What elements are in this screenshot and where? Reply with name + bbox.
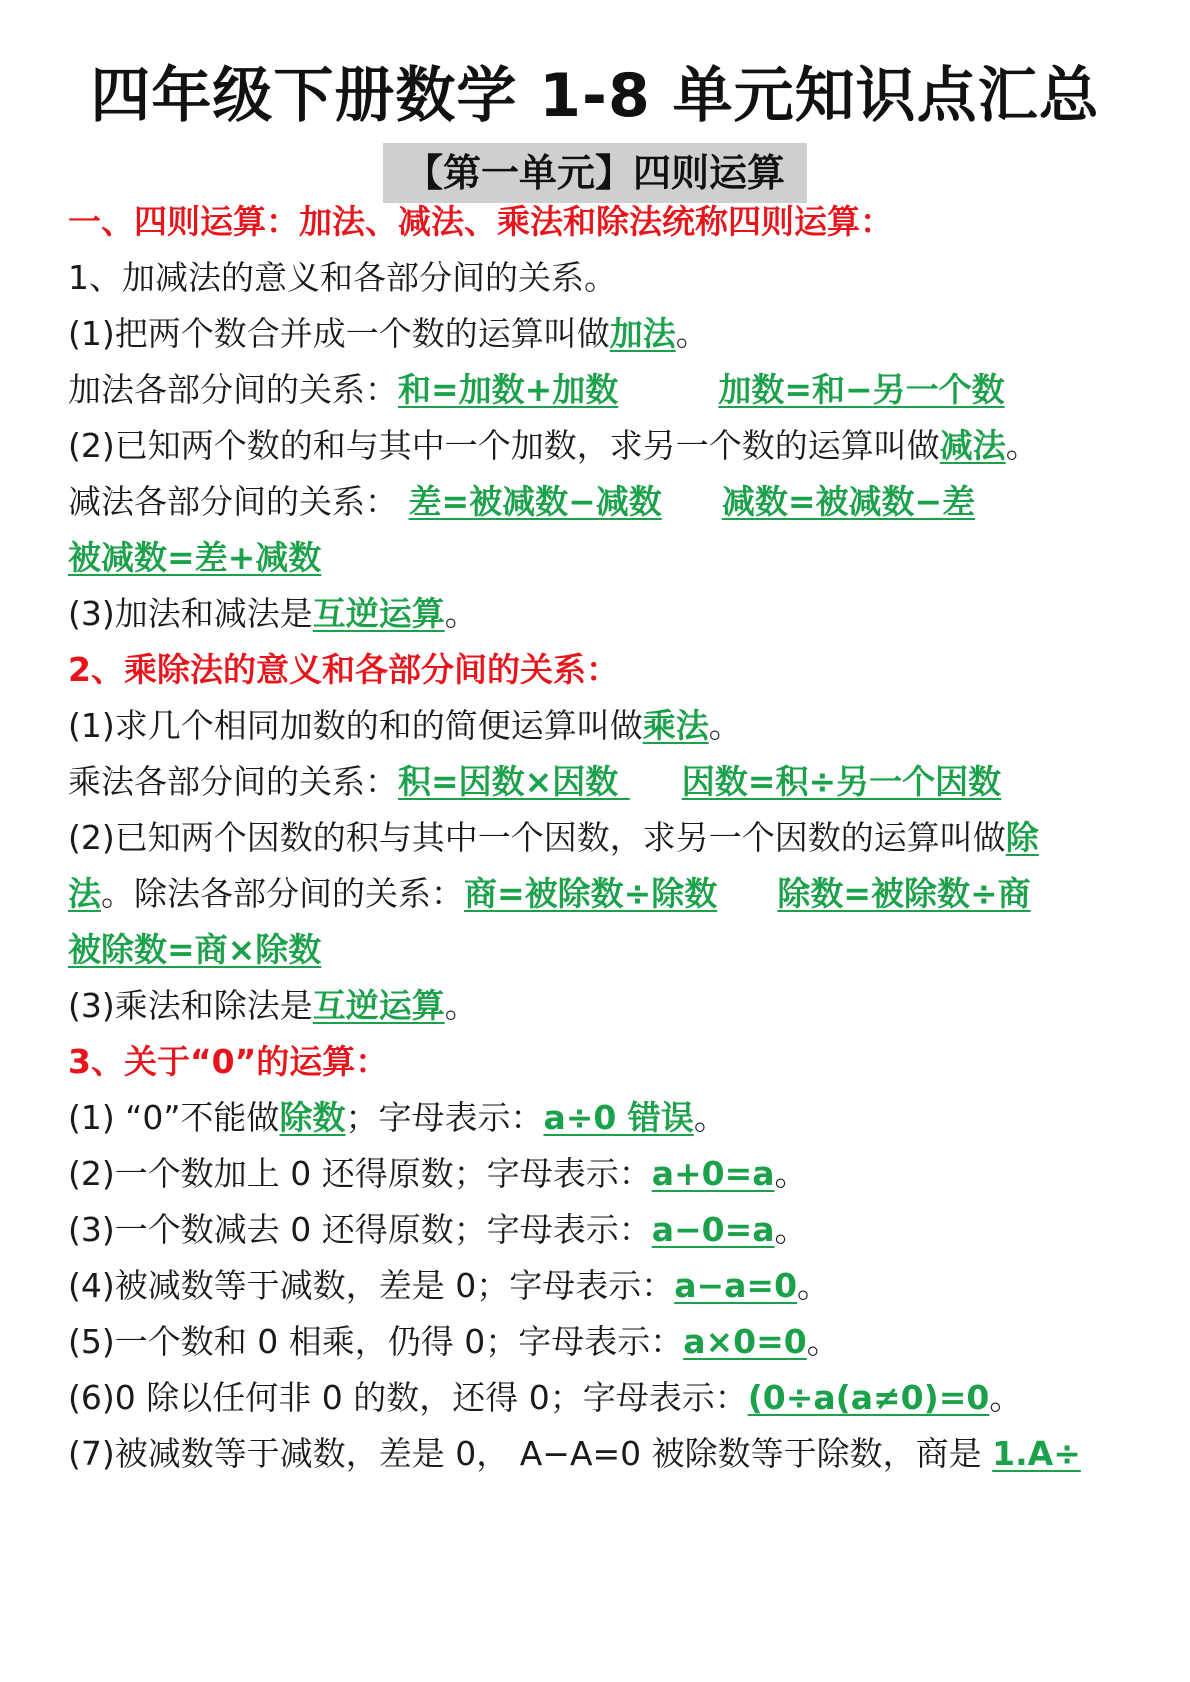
formula-zero-rule-2: a+0=a <box>651 1154 775 1193</box>
formula-difference: 差=被减数−减数 <box>408 482 662 521</box>
answer-division-part1: 除 <box>1005 818 1039 857</box>
formula-dividend: 被除数=商×除数 <box>68 930 322 969</box>
answer-divisor: 除数 <box>279 1098 346 1137</box>
answer-inverse-operations: 互逆运算 <box>312 594 445 633</box>
line-addition-definition: (1)把两个数合并成一个数的运算叫做加法。 <box>68 314 709 353</box>
subheading-add-sub: 1、加减法的意义和各部分间的关系。 <box>68 258 617 297</box>
line-mul-div-inverse: (3)乘法和除法是互逆运算。 <box>68 986 478 1025</box>
formula-minuend: 被减数=差+减数 <box>68 538 322 577</box>
formula-quotient: 商=被除数÷除数 <box>464 874 718 913</box>
page-title: 四年级下册数学 1-8 单元知识点汇总 <box>90 61 1100 131</box>
formula-zero-rule-1: a÷0 错误 <box>543 1098 694 1137</box>
line-division-relations: 法。除法各部分间的关系：商=被除数÷除数 除数=被除数÷商 <box>68 874 1031 913</box>
line-addition-relations: 加法各部分间的关系：和=加数+加数 加数=和−另一个数 <box>68 370 1005 409</box>
section-heading-2: 2、乘除法的意义和各部分间的关系： <box>68 650 619 689</box>
formula-zero-rule-3: a−0=a <box>651 1210 775 1249</box>
formula-addend: 加数=和−另一个数 <box>718 370 1005 409</box>
formula-factor: 因数=积÷另一个因数 <box>681 762 1002 801</box>
answer-inverse-operations-2: 互逆运算 <box>312 986 445 1025</box>
line-minuend-formula <box>68 536 321 580</box>
line-zero-rule-6: (6)0 除以任何非 0 的数，还得 0；字母表示：(0÷a(a≠0)=0。 <box>68 1378 1023 1417</box>
line-division-definition: (2)已知两个因数的积与其中一个因数，求另一个因数的运算叫做除 <box>68 818 1039 857</box>
answer-subtraction: 减法 <box>939 426 1006 465</box>
formula-sum: 和=加数+加数 <box>398 370 619 409</box>
section-heading-3: 3、关于“0”的运算： <box>68 1042 389 1081</box>
line-zero-rule-4: (4)被减数等于减数，差是 0；字母表示：a−a=0。 <box>68 1266 831 1305</box>
line-zero-rule-3: (3)一个数减去 0 还得原数；字母表示：a−0=a。 <box>68 1210 808 1249</box>
answer-division-part2: 法 <box>68 874 101 913</box>
answer-multiplication: 乘法 <box>642 706 709 745</box>
formula-zero-rule-5: a×0=0 <box>683 1322 807 1361</box>
formula-zero-rule-6: (0÷a(a≠0)=0 <box>747 1378 990 1417</box>
line-dividend-formula <box>68 928 321 972</box>
line-multiplication-relations: 乘法各部分间的关系：积=因数×因数 因数=积÷另一个因数 <box>68 762 1002 801</box>
formula-subtrahend: 减数=被减数−差 <box>721 482 976 521</box>
formula-divisor: 除数=被除数÷商 <box>777 874 1031 913</box>
formula-zero-rule-7: 1.A÷ <box>992 1434 1081 1473</box>
answer-addition: 加法 <box>609 314 676 353</box>
unit-heading: 【第一单元】四则运算 <box>383 143 807 203</box>
formula-zero-rule-4: a−a=0 <box>674 1266 798 1305</box>
line-multiplication-definition: (1)求几个相同加数的和的简便运算叫做乘法。 <box>68 706 742 745</box>
line-subtraction-relations: 减法各部分间的关系： 差=被减数−减数 减数=被减数−差 <box>68 482 976 521</box>
line-subtraction-definition: (2)已知两个数的和与其中一个加数，求另一个数的运算叫做减法。 <box>68 426 1039 465</box>
formula-product: 积=因数×因数 <box>398 762 630 801</box>
line-zero-rule-1: (1) “0”不能做除数；字母表示：a÷0 错误。 <box>68 1098 727 1137</box>
section-heading-1: 一、四则运算：加法、减法、乘法和除法统称四则运算： <box>68 202 893 241</box>
line-zero-rule-5: (5)一个数和 0 相乘，仍得 0；字母表示：a×0=0。 <box>68 1322 840 1361</box>
line-add-sub-inverse: (3)加法和减法是互逆运算。 <box>68 594 478 633</box>
unit-heading-wrap <box>0 143 1190 203</box>
line-zero-rule-2: (2)一个数加上 0 还得原数；字母表示：a+0=a。 <box>68 1154 808 1193</box>
line-zero-rule-7: (7)被减数等于减数，差是 0， A−A=0 被除数等于除数，商是 1.A÷ <box>68 1434 1081 1473</box>
